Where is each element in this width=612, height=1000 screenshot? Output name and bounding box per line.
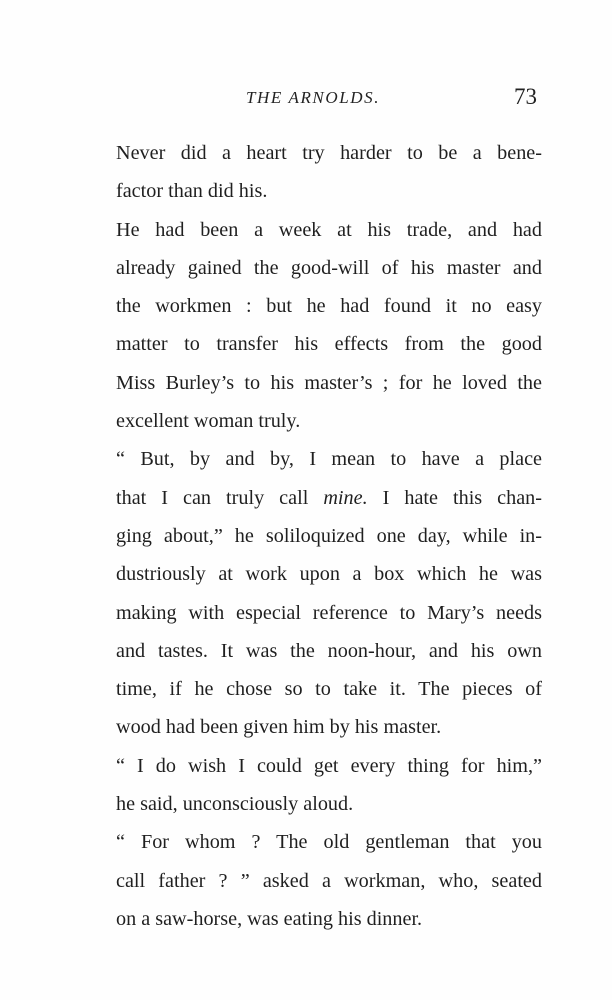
text-line: he said, unconsciously aloud. [116,793,354,816]
italic-word: mine. [323,486,368,509]
text-line: excellent woman truly. [116,410,301,433]
text-line: time, if he chose so to take it. The pieces of [116,678,542,701]
running-head [0,84,612,114]
text-line [116,479,542,517]
page-number: 73 [514,84,537,109]
body-text [116,134,542,938]
text-line: Miss Burley’s to his master’s ; for he loved the [116,371,542,394]
text-line: already gained the good-will of his master and [116,256,542,279]
text-line: He had been a week at his trade, and had [116,218,542,241]
text-fragment: I hate this chan- [367,486,543,509]
text-line: Never did a heart try harder to be a bene- [116,142,542,164]
text-line: the workmen : but he had found it no easy [116,295,542,318]
text-line: making with especial reference to Mary’s needs [116,601,542,624]
text-line: “ But, by and by, I mean to have a place [116,448,542,471]
text-line: and tastes. It was the noon-hour, and his own [116,639,542,662]
text-line: factor than did his. [116,180,268,203]
text-line: “ For whom ? The old gentleman that you [116,831,542,854]
text-line: matter to transfer his effects from the good [116,333,542,356]
text-line: wood had been given him by his master. [116,716,442,739]
text-fragment: that I can truly call [116,486,324,509]
text-line: call father ? ” asked a workman, who, seated [116,869,542,892]
text-line: dustriously at work upon a box which he was [116,563,542,586]
running-title: THE ARNOLDS. [246,88,381,107]
text-line: on a saw-horse, was eating his dinner. [116,907,423,930]
text-line: ging about,” he soliloquized one day, while in- [116,524,542,547]
text-line: “ I do wish I could get every thing for him,” [116,754,542,777]
